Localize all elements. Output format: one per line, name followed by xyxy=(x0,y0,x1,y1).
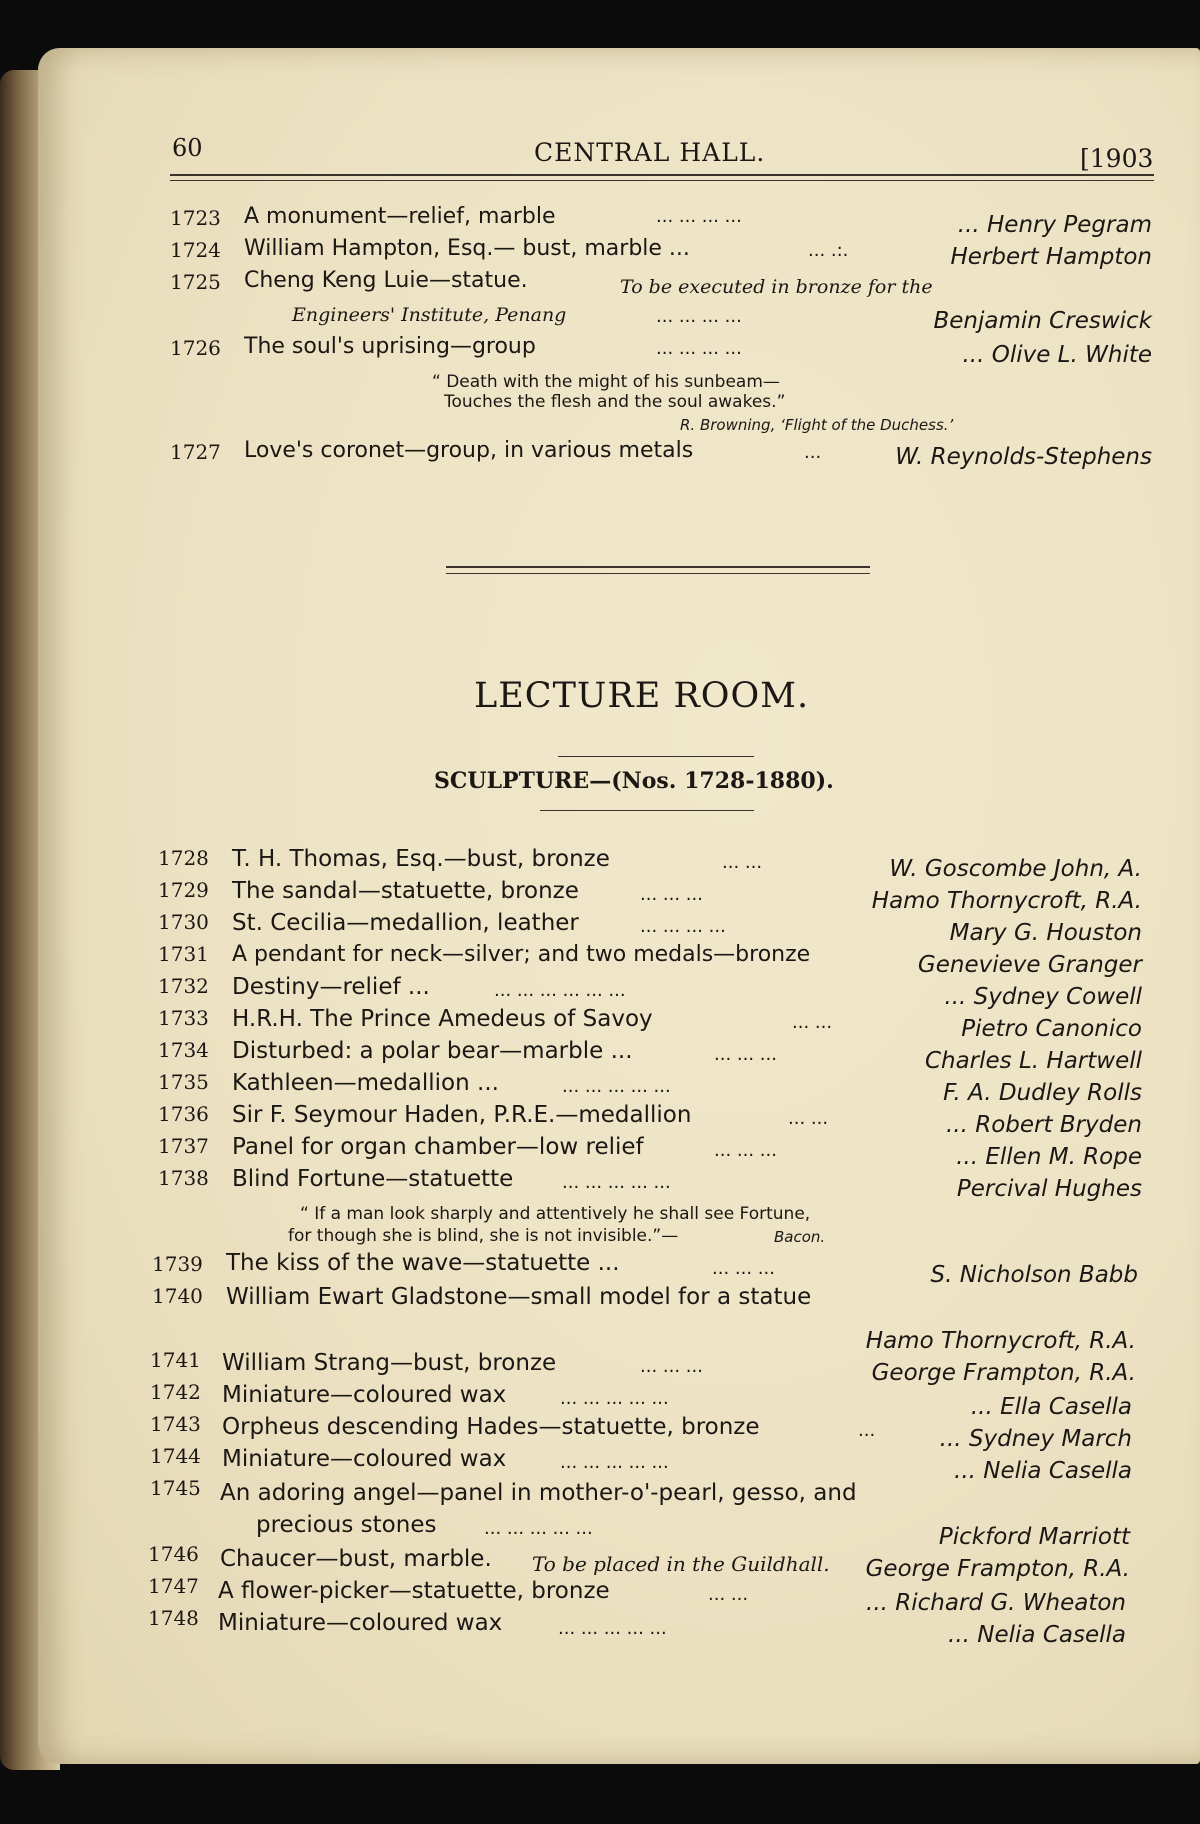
entry-title: Sir F. Seymour Haden, P.R.E.—medallion xyxy=(232,1102,692,1128)
entry-title: An adoring angel—panel in mother-o'-pearl, gesso, and xyxy=(220,1480,857,1506)
entry-title: A flower-picker—statuette, bronze xyxy=(218,1578,610,1604)
dot-leader: ... ... ... xyxy=(714,1140,777,1161)
entry-artist: W. Reynolds-Stephens xyxy=(895,444,1152,470)
entry-artist: Hamo Thornycroft, R.A. xyxy=(865,1328,1136,1354)
entry-number: 1726 xyxy=(170,336,221,360)
epigraph-line: for though she is blind, she is not invisible.”— xyxy=(288,1226,679,1246)
entry-artist: ... Ellen M. Rope xyxy=(956,1144,1142,1170)
entry-number: 1741 xyxy=(150,1348,201,1372)
entry-number: 1735 xyxy=(158,1070,209,1094)
section-subtitle: SCULPTURE—(Nos. 1728-1880). xyxy=(434,768,834,794)
entry-title: William Ewart Gladstone—small model for a statue xyxy=(226,1284,812,1310)
entry-title: Cheng Keng Luie—statue. xyxy=(244,268,528,293)
entry-artist: Hamo Thornycroft, R.A. xyxy=(871,888,1142,914)
entry-number: 1724 xyxy=(170,238,221,262)
entry-title: Miniature—coloured wax xyxy=(218,1610,503,1636)
subtitle-rule-bottom xyxy=(540,810,754,811)
dot-leader: ... ... ... xyxy=(712,1258,775,1279)
epigraph-line: “ Death with the might of his sunbeam— xyxy=(432,372,780,392)
dot-leader: ... ... xyxy=(708,1584,749,1605)
dot-leader: ... xyxy=(804,442,822,463)
entry-artist: ... Henry Pegram xyxy=(957,212,1152,238)
dot-leader: ... ... xyxy=(788,1108,829,1129)
dot-leader: ... ... ... ... xyxy=(656,206,742,227)
dot-leader: ... ... ... ... xyxy=(656,338,742,359)
entry-artist: Genevieve Granger xyxy=(917,952,1142,978)
header-rule xyxy=(170,174,1154,176)
entry-number: 1733 xyxy=(158,1006,209,1030)
running-head: CENTRAL HALL. xyxy=(534,138,766,167)
dot-leader: ... ... ... ... ... xyxy=(562,1172,671,1193)
dot-leader: ... ... ... ... xyxy=(640,916,726,937)
entry-title: H.R.H. The Prince Amedeus of Savoy xyxy=(232,1006,653,1032)
dot-leader: ... .:. xyxy=(808,240,849,261)
entry-artist: ... Sydney Cowell xyxy=(944,984,1142,1010)
entry-number: 1723 xyxy=(170,206,221,230)
entry-artist: S. Nicholson Babb xyxy=(930,1262,1138,1288)
entry-title: Orpheus descending Hades—statuette, bronze xyxy=(222,1414,760,1440)
entry-title: A monument—relief, marble xyxy=(244,204,556,229)
subtitle-rule-top xyxy=(558,756,754,757)
entry-number: 1739 xyxy=(152,1252,203,1276)
entry-number: 1738 xyxy=(158,1166,209,1190)
entry-note-cont: Engineers' Institute, Penang xyxy=(292,304,567,326)
entry-number: 1737 xyxy=(158,1134,209,1158)
entry-title: Destiny—relief ... xyxy=(232,974,430,1000)
entry-title: Blind Fortune—statuette xyxy=(232,1166,514,1192)
entry-note: To be placed in the Guildhall. xyxy=(532,1552,830,1576)
entry-artist: George Frampton, R.A. xyxy=(871,1360,1136,1386)
dot-leader: ... ... ... ... ... ... xyxy=(494,980,626,1001)
entry-number: 1730 xyxy=(158,910,209,934)
dot-leader: ... ... ... ... ... xyxy=(562,1076,671,1097)
entry-title: Kathleen—medallion ... xyxy=(232,1070,499,1096)
entry-number: 1736 xyxy=(158,1102,209,1126)
entry-artist: Pietro Canonico xyxy=(961,1016,1142,1042)
entry-number: 1732 xyxy=(158,974,209,998)
dot-leader: ... ... ... xyxy=(640,1356,703,1377)
entry-artist: Herbert Hampton xyxy=(950,244,1152,270)
entry-number: 1729 xyxy=(158,878,209,902)
entry-artist: George Frampton, R.A. xyxy=(865,1556,1130,1582)
dot-leader: ... ... ... ... ... xyxy=(560,1452,669,1473)
entry-artist: Pickford Marriott xyxy=(938,1524,1130,1550)
entry-number: 1743 xyxy=(150,1412,201,1436)
entry-artist: F. A. Dudley Rolls xyxy=(943,1080,1142,1106)
entry-number: 1728 xyxy=(158,846,209,870)
entry-number: 1744 xyxy=(150,1444,201,1468)
epigraph-line: “ If a man look sharply and attentively he shall see Fortune, xyxy=(300,1204,811,1224)
entry-title: William Hampton, Esq.— bust, marble ... xyxy=(244,236,690,261)
entry-number: 1747 xyxy=(148,1574,199,1598)
entry-title: T. H. Thomas, Esq.—bust, bronze xyxy=(232,846,610,872)
entry-title: A pendant for neck—silver; and two medals—bronze xyxy=(232,942,811,967)
entry-title: The kiss of the wave—statuette ... xyxy=(226,1250,620,1276)
dot-leader: ... ... ... ... ... xyxy=(560,1388,669,1409)
entry-artist: ... Ella Casella xyxy=(970,1394,1132,1420)
dot-leader: ... ... xyxy=(722,852,763,873)
entry-title: Disturbed: a polar bear—marble ... xyxy=(232,1038,633,1064)
entry-number: 1734 xyxy=(158,1038,209,1062)
dot-leader: ... xyxy=(858,1420,876,1441)
header-rule-2 xyxy=(170,180,1154,181)
entry-artist: ... Nelia Casella xyxy=(954,1458,1132,1484)
entry-number: 1727 xyxy=(170,440,221,464)
entry-number: 1742 xyxy=(150,1380,201,1404)
dot-leader: ... ... ... ... ... xyxy=(484,1518,593,1539)
entry-title: The sandal—statuette, bronze xyxy=(232,878,579,904)
entry-title: St. Cecilia—medallion, leather xyxy=(232,910,579,936)
entry-number: 1746 xyxy=(148,1542,199,1566)
entry-artist: ... Sydney March xyxy=(939,1426,1132,1452)
entry-title: Love's coronet—group, in various metals xyxy=(244,438,694,463)
entry-number: 1725 xyxy=(170,270,221,294)
entry-title: Panel for organ chamber—low relief xyxy=(232,1134,644,1160)
entry-title: Miniature—coloured wax xyxy=(222,1446,507,1472)
entry-title-cont: precious stones xyxy=(256,1512,437,1538)
page-number: 60 xyxy=(172,134,203,162)
entry-title: Chaucer—bust, marble. xyxy=(220,1546,492,1572)
entry-number: 1731 xyxy=(158,942,209,966)
entry-title: The soul's uprising—group xyxy=(244,334,536,359)
entry-number: 1745 xyxy=(150,1476,201,1500)
header-year: [1903 xyxy=(1080,144,1154,173)
section-divider-2 xyxy=(446,573,870,574)
dot-leader: ... ... ... ... ... xyxy=(558,1618,667,1639)
dot-leader: ... ... ... xyxy=(640,884,703,905)
epigraph-source: R. Browning, ‘Flight of the Duchess.’ xyxy=(680,416,954,434)
section-divider xyxy=(446,566,870,568)
entry-artist: ... Olive L. White xyxy=(962,342,1152,368)
entry-artist: Mary G. Houston xyxy=(949,920,1142,946)
dot-leader: ... ... xyxy=(792,1012,833,1033)
entry-artist: ... Richard G. Wheaton xyxy=(866,1590,1126,1616)
entry-title: Miniature—coloured wax xyxy=(222,1382,507,1408)
entry-artist: ... Nelia Casella xyxy=(948,1622,1126,1648)
entry-artist: ... Robert Bryden xyxy=(945,1112,1142,1138)
entry-title: William Strang—bust, bronze xyxy=(222,1350,557,1376)
section-title: LECTURE ROOM. xyxy=(474,676,810,716)
dot-leader: ... ... ... xyxy=(714,1044,777,1065)
entry-number: 1740 xyxy=(152,1284,203,1308)
dot-leader: ... ... ... ... xyxy=(656,306,742,327)
entry-number: 1748 xyxy=(148,1606,199,1630)
epigraph-line: Touches the flesh and the soul awakes.” xyxy=(444,392,786,412)
epigraph-source: Bacon. xyxy=(774,1228,826,1246)
entry-artist: Charles L. Hartwell xyxy=(924,1048,1142,1074)
entry-artist: Percival Hughes xyxy=(956,1176,1142,1202)
entry-artist: W. Goscombe John, A. xyxy=(889,856,1142,882)
entry-note: To be executed in bronze for the xyxy=(620,276,933,298)
entry-artist: Benjamin Creswick xyxy=(933,308,1152,334)
